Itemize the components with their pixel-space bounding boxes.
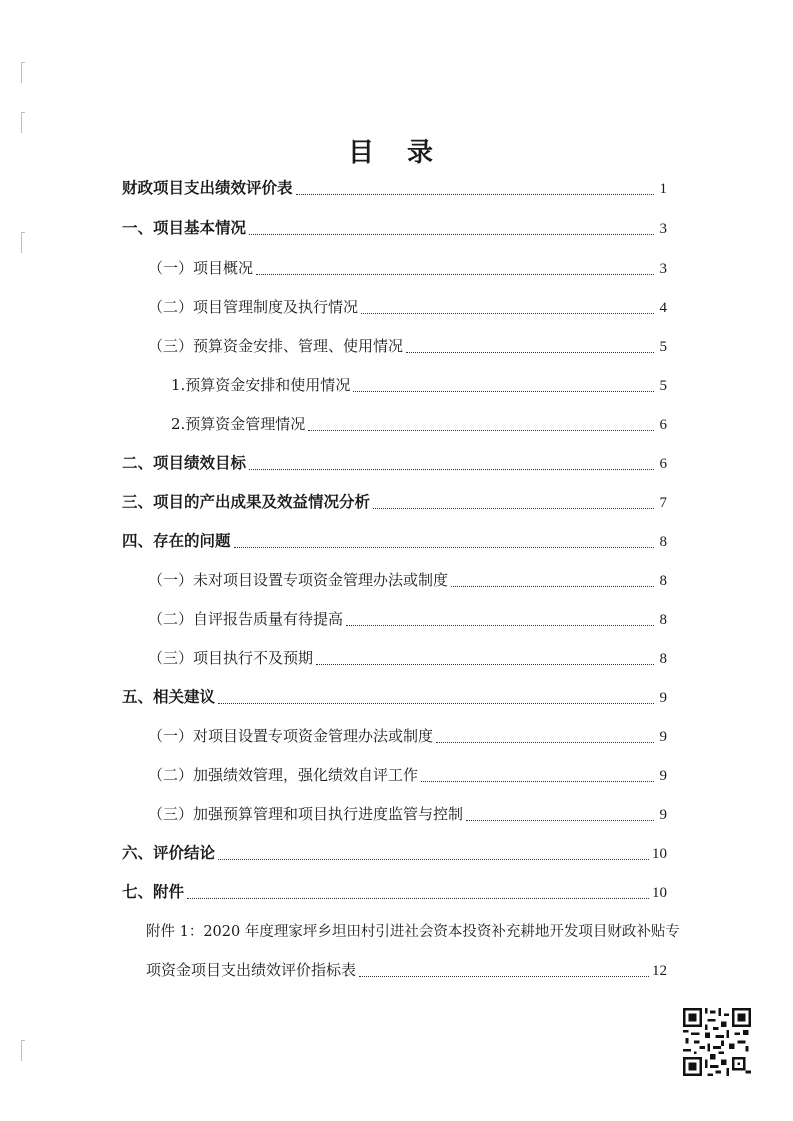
dot-leader [249,469,654,470]
toc-entry-page: 8 [659,534,667,550]
toc-entry-label: 七、附件 [122,883,185,901]
toc-entry[interactable] [122,882,667,903]
toc-entry[interactable] [148,336,667,357]
dot-leader [218,859,649,860]
toc-entry-page: 8 [659,573,667,589]
toc-entry[interactable] [122,492,667,513]
toc-entry[interactable] [122,453,667,474]
toc-entry-label: 2.预算资金管理情况 [171,415,306,433]
toc-entry[interactable] [148,648,667,669]
dot-leader [256,274,654,275]
toc-entry[interactable] [148,804,667,825]
dot-leader [451,586,654,587]
toc-entry-page: 10 [652,885,667,901]
dot-leader [234,547,654,548]
toc-entry-label: 一、项目基本情况 [122,219,247,237]
toc-entry[interactable] [122,843,667,864]
toc-entry[interactable] [171,414,667,435]
toc-entry-label: （一）对项目设置专项资金管理办法或制度 [148,727,434,745]
binding-mark [21,1040,25,1061]
toc-entry-page: 8 [659,651,667,667]
toc-entry-label: （一）未对项目设置专项资金管理办法或制度 [148,571,449,589]
toc-entry-page: 9 [659,690,667,706]
dot-leader [249,234,654,235]
dot-leader [296,194,654,195]
toc-entry[interactable] [122,178,667,199]
toc-entry-page: 9 [659,768,667,784]
toc-entry[interactable] [148,726,667,747]
dot-leader [359,976,649,977]
toc-entry-page: 10 [652,846,667,862]
toc-entry-page: 12 [652,963,667,979]
attachment-entry-line2: 项资金项目支出绩效评价指标表 [146,961,357,979]
dot-leader [346,625,654,626]
dot-leader [406,352,654,353]
toc-entry-page: 9 [659,729,667,745]
toc-entry[interactable] [148,765,667,786]
toc-entry-label: 五、相关建议 [122,688,216,706]
toc-entry[interactable] [148,258,667,279]
attachment-entry-line1[interactable]: 附件 1：2020 年度理家坪乡坦田村引进社会资本投资补充耕地开发项目财政补贴专 [146,924,680,940]
toc-entry-page: 6 [659,456,667,472]
toc-entry[interactable] [171,375,667,396]
toc-entry-label: （三）项目执行不及预期 [148,649,314,667]
dot-leader [361,313,654,314]
dot-leader [316,664,654,665]
toc-entry-label: （三）加强预算管理和项目执行进度监管与控制 [148,805,464,823]
toc-entry-label: 三、项目的产出成果及效益情况分析 [122,493,371,511]
qr-code-icon [683,1008,751,1076]
dot-leader [353,391,654,392]
toc-entry-page: 1 [659,181,667,197]
toc-entry-page: 9 [659,807,667,823]
toc-entry-page: 8 [659,612,667,628]
toc-entry-label: （三）预算资金安排、管理、使用情况 [148,337,404,355]
toc-entry-page: 5 [659,378,667,394]
binding-mark [21,232,25,253]
toc-entry[interactable] [148,609,667,630]
dot-leader [187,898,649,899]
toc-entry-label: 六、评价结论 [122,844,216,862]
toc-entry[interactable] [122,531,667,552]
toc-entry-page: 5 [659,339,667,355]
toc-entry-page: 3 [659,261,667,277]
toc-entry[interactable] [148,570,667,591]
dot-leader [436,742,654,743]
dot-leader [421,781,654,782]
dot-leader [373,508,654,509]
page-title: 目 录 [347,138,446,168]
toc-entry-page: 4 [659,300,667,316]
toc-entry[interactable] [146,960,667,981]
toc-entry[interactable] [148,297,667,318]
binding-mark [21,112,25,133]
toc-entry-label: （二）自评报告质量有待提高 [148,610,344,628]
toc-entry-label: 财政项目支出绩效评价表 [122,179,293,197]
toc-entry[interactable] [122,687,667,708]
dot-leader [466,820,654,821]
toc-entry-label: （一）项目概况 [148,259,254,277]
dot-leader [308,430,654,431]
dot-leader [218,703,654,704]
toc-entry-page: 6 [659,417,667,433]
toc-entry-label: 1.预算资金安排和使用情况 [171,376,351,394]
toc-entry[interactable] [122,218,667,239]
toc-entry-page: 7 [659,495,667,511]
binding-mark [21,62,25,83]
toc-entry-page: 3 [659,221,667,237]
toc-entry-label: 四、存在的问题 [122,532,231,550]
toc-entry-label: 二、项目绩效目标 [122,454,247,472]
toc-entry-label: （二）加强绩效管理，强化绩效自评工作 [148,766,419,784]
toc-entry-label: （二）项目管理制度及执行情况 [148,298,359,316]
